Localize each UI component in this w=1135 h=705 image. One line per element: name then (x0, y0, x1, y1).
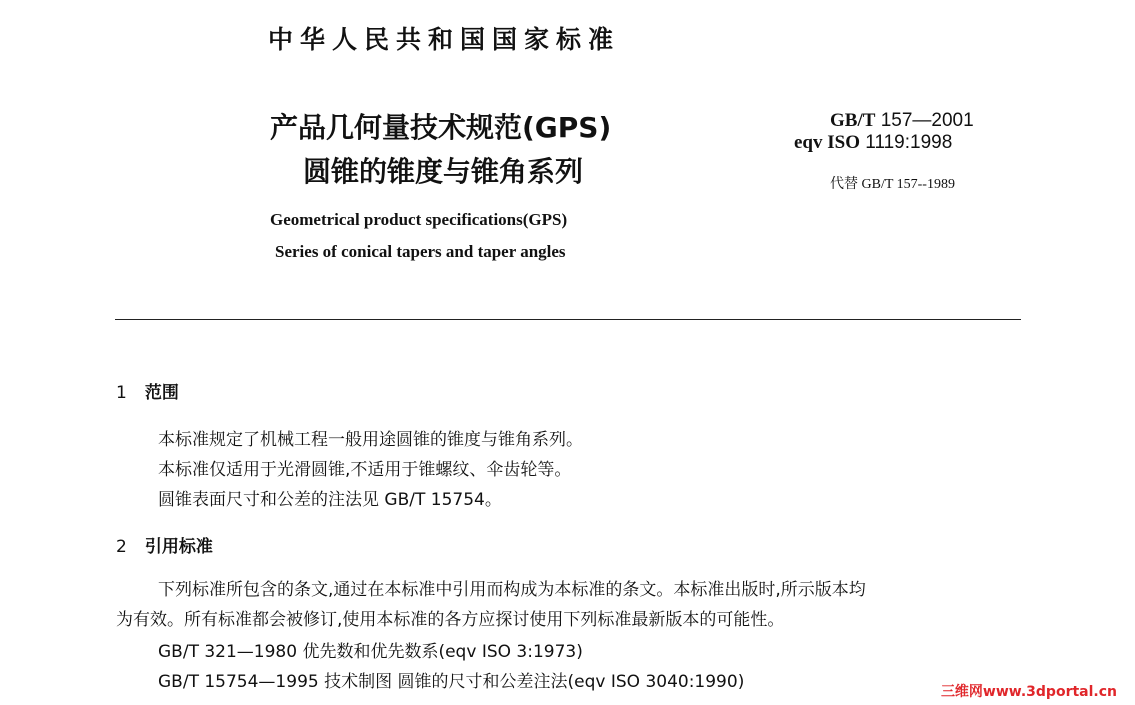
title-divider (115, 319, 1021, 320)
standard-code-number: 157—2001 (880, 110, 974, 131)
equivalent-code-prefix: eqv ISO (794, 132, 860, 153)
section-1-line-2: 本标准仅适用于光滑圆锥,不适用于锥螺纹、伞齿轮等。 (158, 460, 572, 480)
section-title: 引用标准 (144, 537, 213, 557)
equivalent-code (794, 132, 952, 154)
title-cn-line-1: 产品几何量技术规范(GPS) (270, 111, 612, 144)
section-2-heading (116, 532, 213, 557)
section-1-heading (116, 378, 179, 403)
section-number: 1 (116, 383, 127, 403)
reference-1: GB/T 321—1980 优先数和优先数系(eqv ISO 3:1973) (158, 642, 583, 662)
standard-code (830, 110, 974, 132)
reference-2: GB/T 15754—1995 技术制图 圆锥的尺寸和公差注法(eqv ISO 3040:1990) (158, 672, 745, 692)
section-2-line-1: 下列标准所包含的条文,通过在本标准中引用而构成为本标准的条文。本标准出版时,所示版本均 (158, 580, 866, 600)
section-title: 范围 (144, 383, 179, 403)
section-number: 2 (116, 537, 127, 557)
replaces-code: 代替 GB/T 157--1989 (830, 177, 955, 192)
document-header: 中华人民共和国国家标准 (268, 25, 621, 54)
section-1-line-1: 本标准规定了机械工程一般用途圆锥的锥度与锥角系列。 (158, 430, 583, 450)
equivalent-code-number: 1119:1998 (865, 132, 953, 153)
title-cn-line-2: 圆锥的锥度与锥角系列 (303, 155, 584, 188)
standard-code-prefix: GB/T (830, 110, 876, 131)
watermark: 三维网www.3dportal.cn (940, 684, 1117, 700)
section-1-line-3: 圆锥表面尺寸和公差的注法见 GB/T 15754。 (158, 490, 502, 510)
section-2-line-2: 为有效。所有标准都会被修订,使用本标准的各方应探讨使用下列标准最新版本的可能性。 (116, 610, 785, 630)
title-en-line-1: Geometrical product specifications(GPS) (270, 210, 568, 229)
title-en-line-2: Series of conical tapers and taper angles (275, 242, 566, 261)
